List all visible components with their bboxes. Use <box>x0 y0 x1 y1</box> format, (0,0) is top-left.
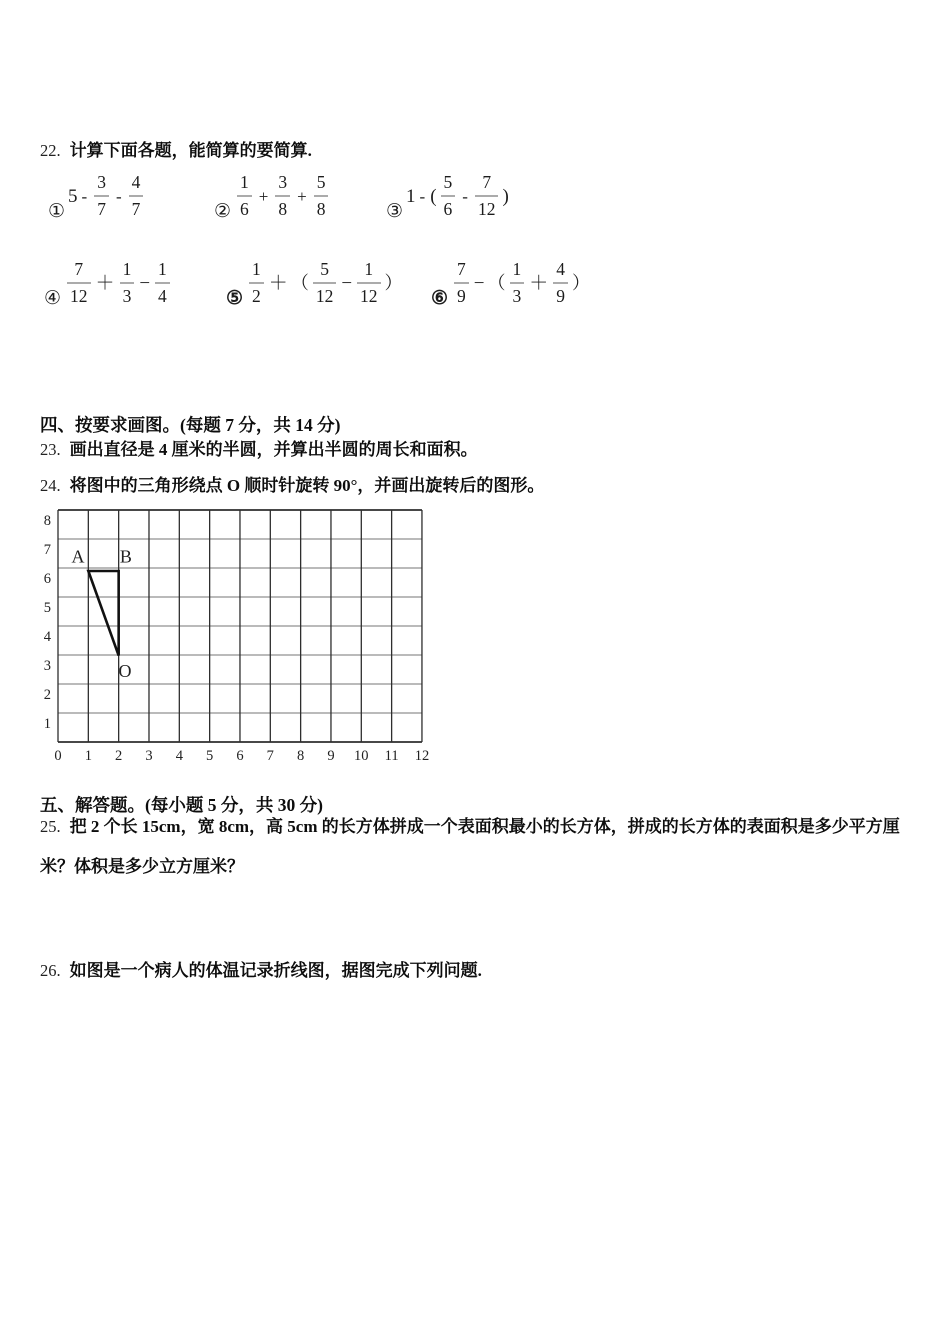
fraction-denominator: 3 <box>512 286 522 306</box>
question-26-number: 26. <box>40 961 61 980</box>
math-expression-④ <box>44 256 173 310</box>
fraction-denominator: 12 <box>477 199 496 219</box>
y-axis-label: 2 <box>43 687 51 703</box>
parenthesis: （ <box>487 273 506 293</box>
circled-number: ② <box>214 201 232 222</box>
x-axis-label: 3 <box>145 748 153 764</box>
fraction-denominator: 8 <box>278 199 288 219</box>
fraction-numerator: 1 <box>364 258 374 279</box>
math-expression-③ <box>386 169 510 223</box>
fraction-numerator: 7 <box>482 171 492 192</box>
fraction <box>510 258 525 306</box>
fraction <box>314 171 329 219</box>
x-axis-label: 5 <box>206 748 214 764</box>
question-24-number: 24. <box>40 476 61 495</box>
y-axis-label: 6 <box>43 571 51 587</box>
integer: 1 <box>406 185 416 207</box>
x-axis-label: 1 <box>84 748 92 764</box>
fraction-numerator: 3 <box>278 171 288 192</box>
fraction <box>357 258 381 306</box>
fraction <box>129 171 144 219</box>
triangle-shape <box>88 571 118 656</box>
circled-number: ③ <box>386 201 404 222</box>
x-axis-label: 9 <box>327 748 335 764</box>
question-25-line2 <box>40 857 244 877</box>
fraction-numerator: 1 <box>158 258 167 279</box>
math-expression-① <box>48 169 146 223</box>
circled-number: ① <box>48 201 66 222</box>
x-axis-label: 12 <box>414 748 430 764</box>
fraction-denominator: 6 <box>443 199 453 219</box>
fraction-numerator: 5 <box>443 171 453 192</box>
operator: ＋ <box>529 272 549 294</box>
fraction <box>94 171 109 219</box>
question-25-line1 <box>40 817 900 837</box>
fraction <box>155 258 170 306</box>
fraction <box>275 171 290 219</box>
question-22-heading <box>40 141 312 161</box>
math-expression-② <box>214 169 331 223</box>
fraction-denominator: 8 <box>316 199 326 219</box>
operator: − <box>341 272 353 294</box>
operator: − <box>473 272 485 294</box>
fraction-numerator: 5 <box>316 171 326 192</box>
vertex-label-A: A <box>71 546 85 567</box>
fraction-denominator: 4 <box>158 286 167 306</box>
fraction-denominator: 12 <box>70 286 88 306</box>
parenthesis: ) <box>502 185 509 207</box>
operator: - <box>419 186 426 206</box>
fraction-denominator: 12 <box>315 286 334 306</box>
fraction-denominator: 2 <box>252 286 261 306</box>
x-axis-label: 10 <box>354 748 369 764</box>
calc-expressions-row-2 <box>0 256 950 310</box>
operator: + <box>258 186 269 206</box>
question-23 <box>40 440 478 460</box>
x-axis-label: 2 <box>115 748 123 764</box>
x-axis-label: 6 <box>236 748 244 764</box>
fraction <box>553 258 568 306</box>
math-expression-⑥ <box>431 256 591 310</box>
vertex-label-B: B <box>119 546 132 567</box>
section-5-heading: 五、解答题。(每小题 5 分，共 30 分) <box>40 795 323 815</box>
math-expression-⑤ <box>226 256 404 310</box>
fraction-denominator: 9 <box>457 286 466 306</box>
circled-number: ④ <box>44 288 62 309</box>
question-26-text: 如图是一个病人的体温记录折线图，据图完成下列问题. <box>69 961 482 980</box>
fraction <box>313 258 337 306</box>
fraction <box>237 171 252 219</box>
fraction-numerator: 4 <box>131 171 141 192</box>
question-23-text: 画出直径是 4 厘米的半圆，并算出半圆的周长和面积。 <box>69 440 478 459</box>
fraction-denominator: 7 <box>97 199 106 219</box>
x-axis-label: 7 <box>266 748 274 764</box>
section-4-heading: 四、按要求画图。(每题 7 分，共 14 分) <box>40 415 341 435</box>
question-24-text: 将图中的三角形绕点 O 顺时针旋转 90°，并画出旋转后的图形。 <box>69 476 545 495</box>
calc-expressions-row-1 <box>0 169 950 223</box>
x-axis-label: 0 <box>54 748 62 764</box>
question-25-text-line1: 把 2 个长 15cm，宽 8cm，高 5cm 的长方体拼成一个表面积最小的长方体，拼成的长方体的表面积是多少平方厘 <box>69 817 900 836</box>
question-24 <box>40 476 544 496</box>
question-25-number: 25. <box>40 817 61 836</box>
fraction-numerator: 1 <box>122 258 132 279</box>
fraction <box>441 171 456 219</box>
operator: − <box>139 272 151 294</box>
fraction-denominator: 6 <box>240 199 249 219</box>
question-22-number: 22. <box>40 141 61 160</box>
fraction <box>120 258 135 306</box>
fraction-numerator: 7 <box>457 258 466 279</box>
y-axis-label: 8 <box>43 513 51 529</box>
fraction-numerator: 1 <box>240 171 249 192</box>
question-22-text: 计算下面各题，能简算的要简算. <box>69 141 312 160</box>
x-axis-label: 11 <box>384 748 399 764</box>
fraction-numerator: 5 <box>320 258 329 279</box>
integer: 5 <box>68 185 78 207</box>
operator: - <box>115 186 122 206</box>
y-axis-label: 5 <box>43 600 51 616</box>
question-23-number: 23. <box>40 440 61 459</box>
rotation-grid-figure <box>30 505 440 773</box>
operator: ＋ <box>95 272 115 294</box>
parenthesis: ） <box>384 273 403 293</box>
vertex-label-O: O <box>118 661 132 682</box>
fraction-numerator: 1 <box>252 258 261 279</box>
fraction-denominator: 9 <box>556 286 566 306</box>
fraction <box>249 258 264 306</box>
fraction-denominator: 3 <box>122 286 132 306</box>
fraction <box>454 258 469 306</box>
question-25-text-line2: 米？体积是多少立方厘米？ <box>40 857 244 876</box>
parenthesis: ( <box>430 185 437 207</box>
question-26 <box>40 961 482 981</box>
fraction <box>475 171 499 219</box>
operator: - <box>462 186 468 206</box>
y-axis-label: 7 <box>43 542 51 558</box>
fraction-denominator: 7 <box>131 199 141 219</box>
operator: - <box>81 186 88 206</box>
fraction-numerator: 3 <box>97 171 106 192</box>
parenthesis: （ <box>290 273 309 293</box>
circled-number: ⑥ <box>431 288 449 309</box>
y-axis-label: 3 <box>43 658 51 674</box>
operator: + <box>297 186 307 206</box>
y-axis-label: 4 <box>43 629 51 645</box>
y-axis-label: 1 <box>43 716 51 732</box>
fraction-denominator: 12 <box>360 286 378 306</box>
operator: ＋ <box>268 272 288 294</box>
x-axis-label: 8 <box>297 748 305 764</box>
x-axis-label: 4 <box>175 748 183 764</box>
circled-number: ⑤ <box>226 288 244 309</box>
fraction-numerator: 1 <box>512 258 522 279</box>
parenthesis: ） <box>572 273 591 293</box>
fraction-numerator: 4 <box>556 258 566 279</box>
fraction <box>67 258 91 306</box>
fraction-numerator: 7 <box>74 258 84 279</box>
